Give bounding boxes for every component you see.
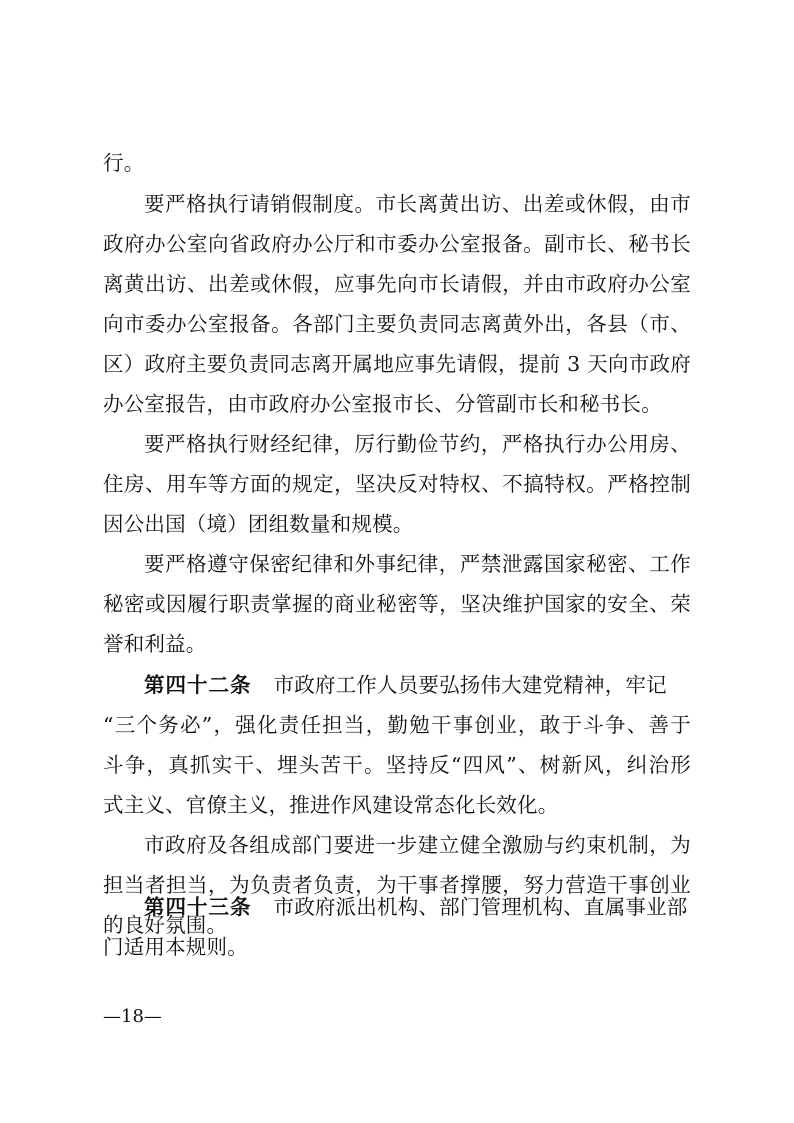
text-line: 住房、用车等方面的规定，坚决反对特权、不搞特权。严格控制 <box>103 472 691 496</box>
text-line: 要严格执行请销假制度。市长离黄出访、出差或休假，由市 <box>144 192 691 216</box>
text-line: 政府办公室向省政府办公厅和市委办公室报备。副市长、秘书长 <box>103 232 691 256</box>
text-line: 向市委办公室报备。各部门主要负责同志离黄外出，各县（市、 <box>103 312 691 336</box>
text-line: 要严格执行财经纪律，厉行勤俭节约，严格执行办公用房、 <box>144 432 691 456</box>
text-line: 门适用本规则。 <box>103 935 248 959</box>
article-43-line <box>103 897 691 918</box>
page-number: —18— <box>103 1006 162 1027</box>
article-text: 市政府工作人员要弘扬伟大建党精神，牢记 <box>273 673 667 697</box>
text-line: 行。 <box>103 151 145 175</box>
text-line: 要严格遵守保密纪律和外事纪律，严禁泄露国家秘密、工作 <box>144 552 691 576</box>
text-line: 离黄出访、出差或休假，应事先向市长请假，并由市政府办公室 <box>103 272 691 296</box>
article-heading: 第四十二条 <box>144 673 252 697</box>
text-line: 斗争，真抓实干、埋头苦干。坚持反“四风”、树新风，纠治形 <box>103 753 691 777</box>
text-line: 办公室报告，由市政府办公室报市长、分管副市长和秘书长。 <box>103 392 662 416</box>
text-line: 市政府及各组成部门要进一步建立健全激励与约束机制，为 <box>144 833 691 857</box>
text-line: 区）政府主要负责同志离开属地应事先请假，提前 3 天向市政府 <box>103 352 691 376</box>
text-line: 因公出国（境）团组数量和规模。 <box>103 512 414 536</box>
text-line: 的良好氛围。 <box>103 913 228 937</box>
text-line: 秘密或因履行职责掌握的商业秘密等，坚决维护国家的安全、荣 <box>103 592 691 616</box>
article-42-line <box>103 675 691 696</box>
text-line: 式主义、官僚主义，推进作风建设常态化长效化。 <box>103 793 559 817</box>
text-line: “三个务必”，强化责任担当，勤勉干事创业，敢于斗争、善于 <box>103 713 691 737</box>
text-line: 担当者担当，为负责者负责，为干事者撑腰，努力营造干事创业 <box>103 873 691 897</box>
text-line: 誉和利益。 <box>103 632 207 656</box>
article-text: 市政府派出机构、部门管理机构、直属事业部 <box>273 895 688 919</box>
article-heading: 第四十三条 <box>144 895 252 919</box>
